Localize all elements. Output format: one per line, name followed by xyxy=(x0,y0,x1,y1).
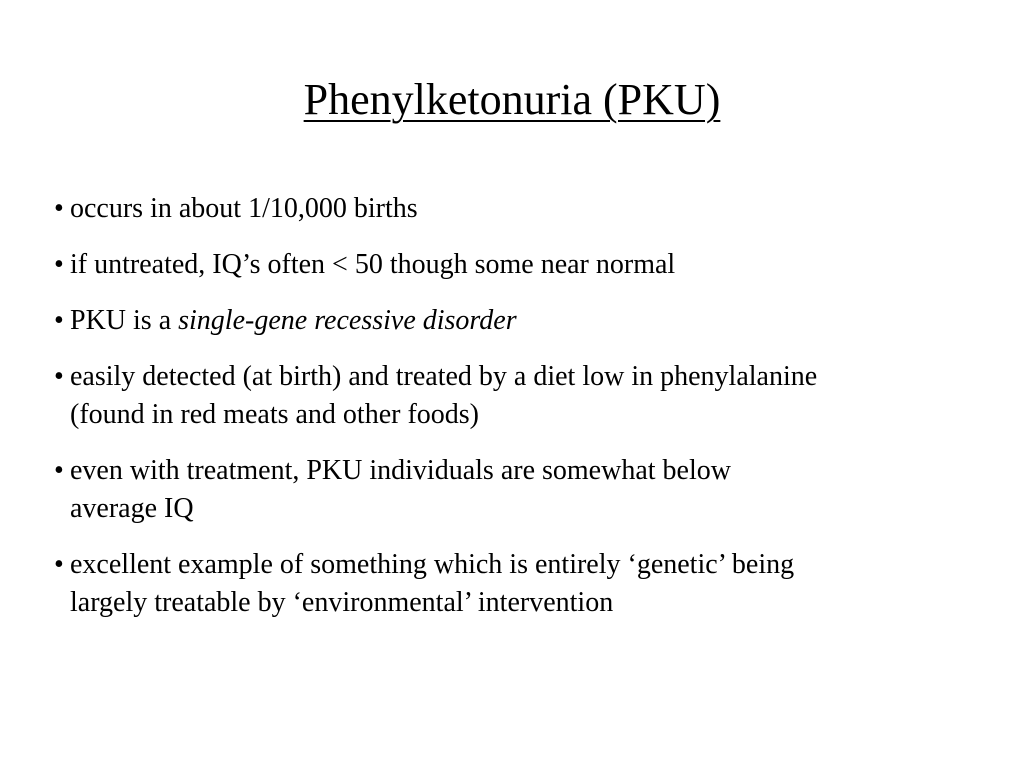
bullet-text-prefix: PKU is a xyxy=(70,305,179,336)
slide-title xyxy=(0,72,1024,128)
bullet-item xyxy=(54,546,1004,622)
bullet-dot-icon: • xyxy=(54,305,64,336)
bullet-dot-icon: • xyxy=(54,455,64,486)
bullet-text-line1: even with treatment, PKU individuals are somewhat below xyxy=(70,455,731,486)
bullet-text: if untreated, IQ’s often < 50 though some near normal xyxy=(70,249,676,280)
bullet-text-line1: excellent example of something which is entirely ‘genetic’ being xyxy=(70,549,795,580)
bullet-item xyxy=(54,302,1004,340)
bullet-item xyxy=(54,190,1004,228)
slide-title-text: Phenylketonuria (PKU) xyxy=(303,75,721,124)
bullet-text-line1: easily detected (at birth) and treated by a diet low in phenylalanine xyxy=(70,361,818,392)
bullet-dot-icon: • xyxy=(54,193,64,224)
bullet-text: occurs in about 1/10,000 births xyxy=(70,193,418,224)
bullet-dot-icon: • xyxy=(54,361,64,392)
bullet-item xyxy=(54,358,1004,434)
bullet-dot-icon: • xyxy=(54,549,64,580)
bullet-item xyxy=(54,246,1004,284)
bullet-dot-icon: • xyxy=(54,249,64,280)
bullet-item xyxy=(54,452,1004,528)
bullet-text-line2: largely treatable by ‘environmental’ intervention xyxy=(70,587,614,618)
bullet-list xyxy=(54,190,1004,640)
bullet-text-line2: average IQ xyxy=(70,493,194,524)
bullet-text-line2: (found in red meats and other foods) xyxy=(70,399,479,430)
bullet-text-italic: single-gene recessive disorder xyxy=(178,305,517,336)
